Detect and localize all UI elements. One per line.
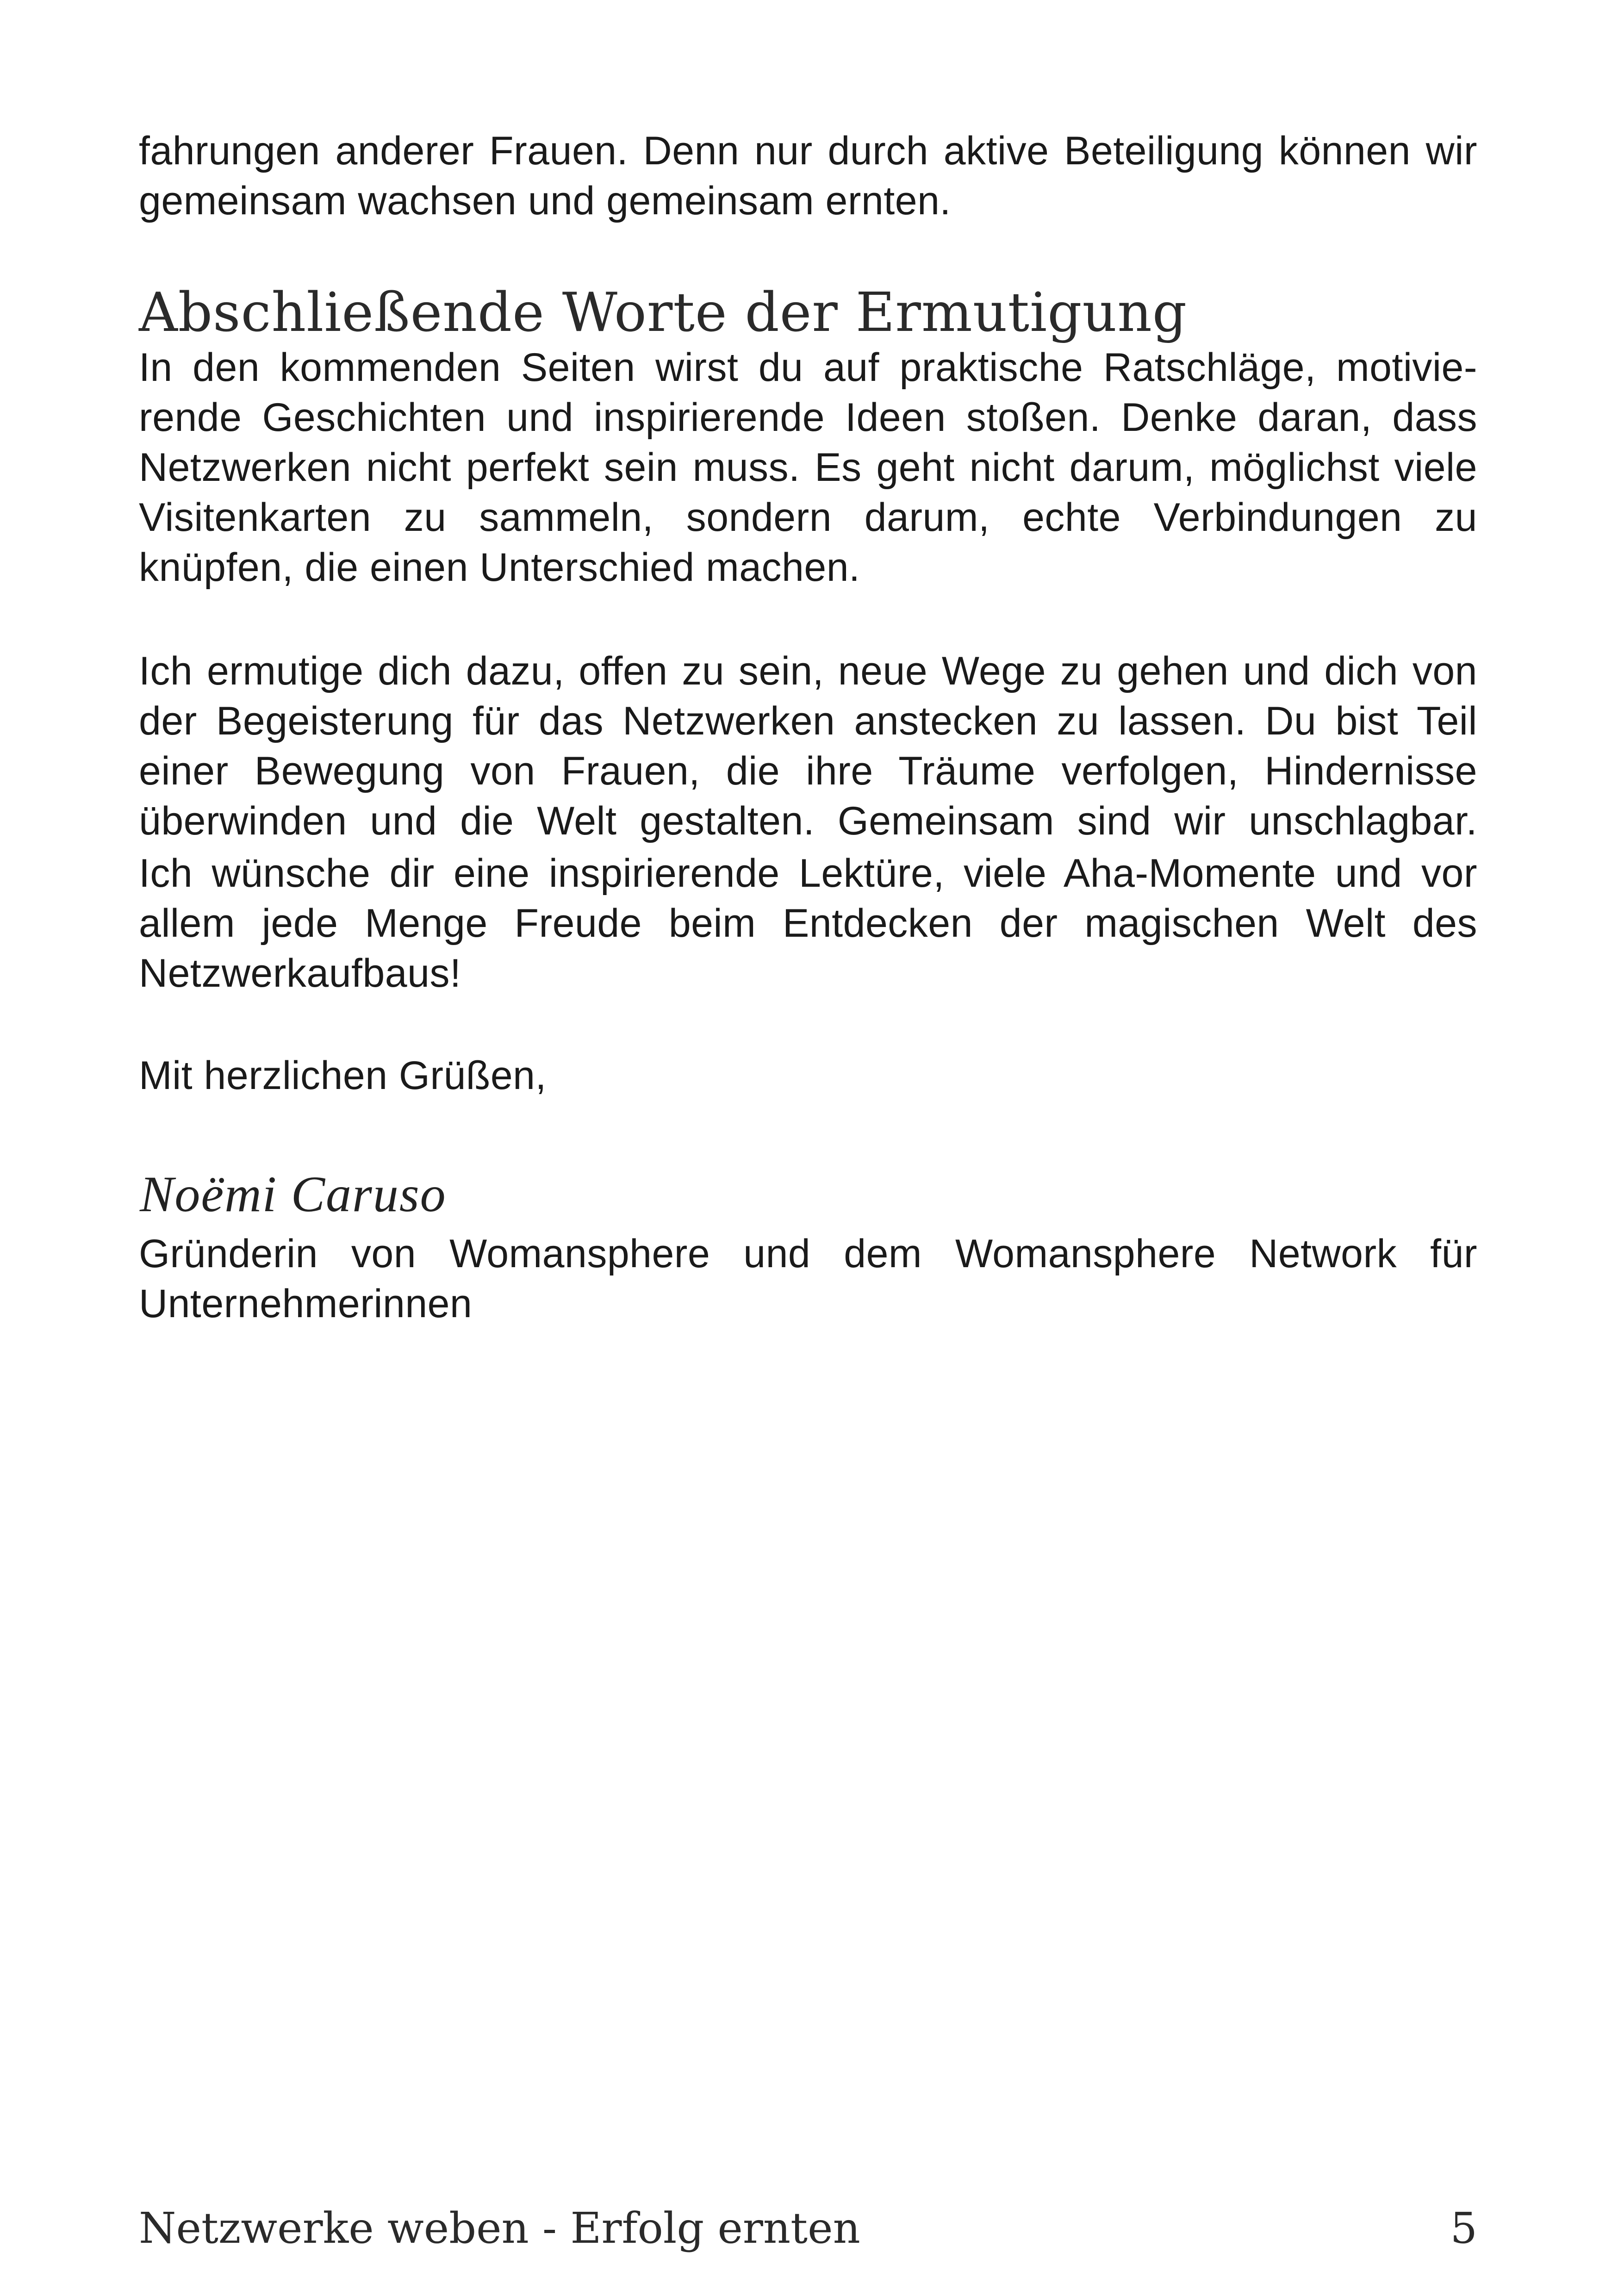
running-footer-title: Netzwerke weben - Erfolg ernten: [139, 2203, 860, 2253]
closing-greeting: Mit herzlichen Grüßen,: [139, 1053, 547, 1098]
body-paragraph-1: In den kommenden Seiten wirst du auf praktische Ratschläge, motivie-rende Geschichten und inspirierende Ideen stoßen. Denke daran, dass Netzwerken nicht perfekt sein muss. Es geht nicht darum, möglichst viele Visitenkarten zu sammeln, sondern darum, echte Verbindungen zu knüpfen, die einen Unterschied machen.: [139, 345, 1477, 590]
body-paragraph-2: Ich ermutige dich dazu, offen zu sein, neue Wege zu gehen und dich von der Begeisterung für das Netzwerken anstecken zu lassen. Du bist Teil einer Bewegung von Frauen, die ihre Träume verfolgen, Hindernisse überwinden und die Welt gestalten. Gemeinsam sind wir unschlagbar.: [139, 649, 1477, 843]
section-heading: Abschließende Worte der Ermutigung: [139, 281, 1188, 344]
body-paragraph-3: Ich wünsche dir eine inspirierende Lektüre, viele Aha-Momente und vor allem jede Menge Freude beim Entdecken der magischen Welt des Netzwerkaufbaus!: [139, 851, 1477, 996]
author-signature: Noëmi Caruso: [140, 1166, 447, 1222]
page-number: 5: [1450, 2203, 1477, 2253]
continuation-paragraph: fahrungen anderer Frauen. Denn nur durch aktive Beteiligung können wir gemeinsam wachsen und gemeinsam ernten.: [139, 129, 1477, 223]
author-role: Gründerin von Womansphere und dem Womansphere Network für Unternehmerinnen: [139, 1232, 1477, 1326]
